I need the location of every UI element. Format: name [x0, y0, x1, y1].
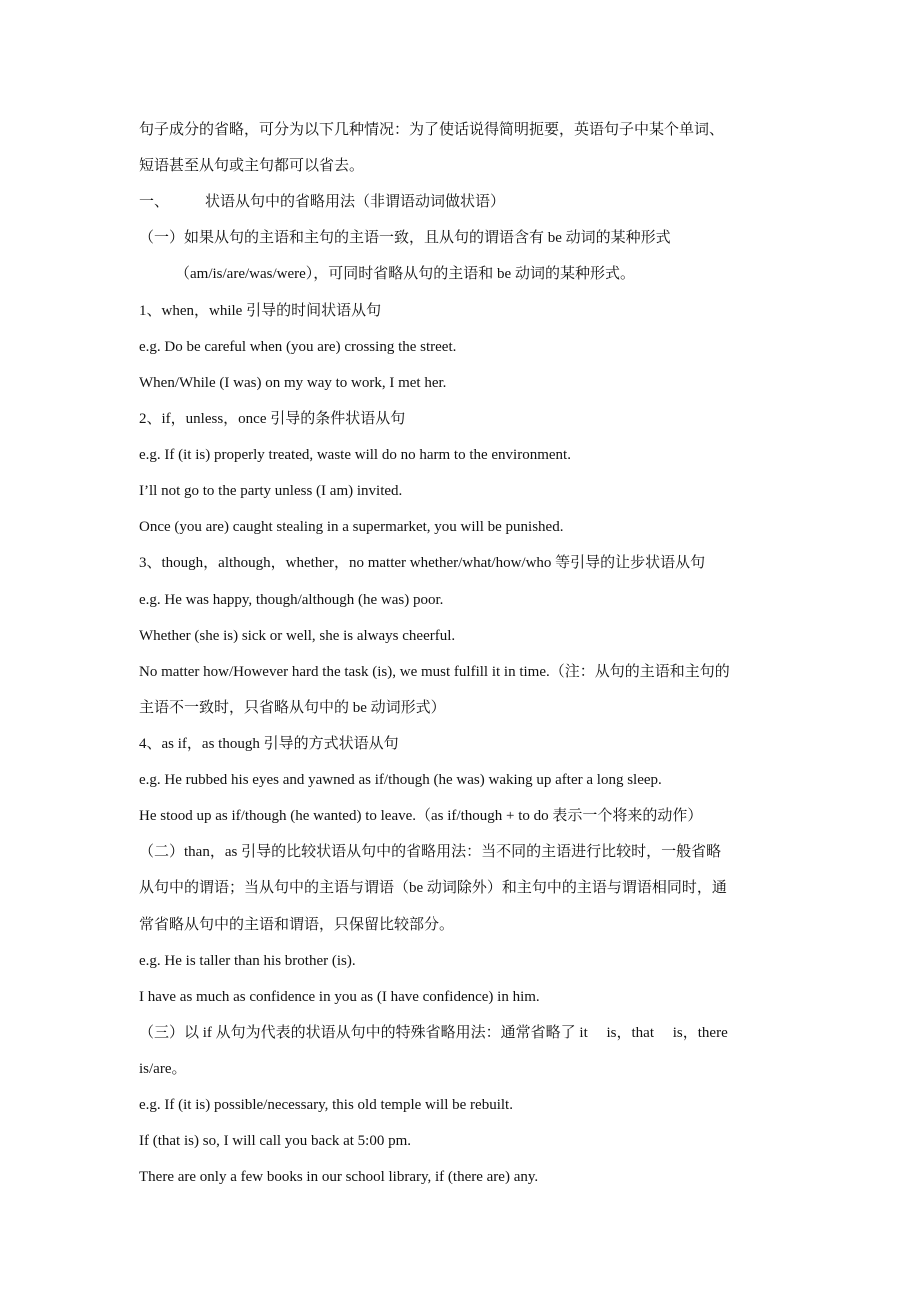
example-line: e.g. He was happy, though/although (he was) poor. [139, 592, 444, 608]
example-line: When/While (I was) on my way to work, I met her. [139, 375, 447, 391]
example-line: e.g. If (it is) possible/necessary, this old temple will be rebuilt. [139, 1097, 513, 1113]
example-line: Whether (she is) sick or well, she is always cheerful. [139, 628, 456, 644]
section-title: 状语从句中的省略用法（非谓语动词做状语） [205, 194, 506, 210]
item2-title: 2、if，unless，once 引导的条件状语从句 [139, 411, 406, 427]
example-line: He stood up as if/though (he wanted) to leave.（as if/though + to do 表示一个将来的动作） [139, 808, 703, 824]
part3-line-2: is/are。 [139, 1061, 187, 1077]
item3-title: 3、though，although，whether，no matter whether/what/how/who 等引导的让步状语从句 [139, 555, 706, 571]
example-line: e.g. Do be careful when (you are) crossing the street. [139, 339, 457, 355]
item4-title: 4、as if，as though 引导的方式状语从句 [139, 736, 399, 752]
intro-line-1: 句子成分的省略，可分为以下几种情况：为了使话说得简明扼要，英语句子中某个单词、 [139, 122, 725, 138]
part1-heading: （一）如果从句的主语和主句的主语一致，且从句的谓语含有 be 动词的某种形式 [139, 230, 671, 246]
example-line: If (that is) so, I will call you back at 5:00 pm. [139, 1133, 412, 1149]
example-line: e.g. He rubbed his eyes and yawned as if/though (he was) waking up after a long sleep. [139, 772, 662, 788]
section-heading [139, 192, 789, 212]
item1-title: 1、when，while 引导的时间状语从句 [139, 303, 382, 319]
part1-heading-cont: （am/is/are/was/were），可同时省略从句的主语和 be 动词的某种形式。 [175, 266, 635, 282]
intro-line-2: 短语甚至从句或主句都可以省去。 [139, 158, 365, 174]
part2-line-3: 常省略从句中的主语和谓语，只保留比较部分。 [139, 917, 455, 933]
example-line: 主语不一致时，只省略从句中的 be 动词形式） [139, 700, 446, 716]
example-line: e.g. If (it is) properly treated, waste will do no harm to the environment. [139, 447, 571, 463]
example-line: There are only a few books in our school library, if (there are) any. [139, 1169, 539, 1185]
part2-line-2: 从句中的谓语；当从句中的主语与谓语（be 动词除外）和主句中的主语与谓语相同时，通 [139, 880, 727, 896]
section-number: 一、 [139, 194, 170, 210]
example-line: I have as much as confidence in you as (I have confidence) in him. [139, 989, 540, 1005]
example-line: I’ll not go to the party unless (I am) invited. [139, 483, 403, 499]
example-line: e.g. He is taller than his brother (is). [139, 953, 356, 969]
example-line: No matter how/However hard the task (is), we must fulfill it in time.（注：从句的主语和主句的 [139, 664, 730, 680]
example-line: Once (you are) caught stealing in a supermarket, you will be punished. [139, 519, 564, 535]
part3-line-1: （三）以 if 从句为代表的状语从句中的特殊省略用法：通常省略了 it is，that is，there [139, 1025, 728, 1041]
part2-line-1: （二）than，as 引导的比较状语从句中的省略用法：当不同的主语进行比较时，一般省略 [139, 844, 722, 860]
